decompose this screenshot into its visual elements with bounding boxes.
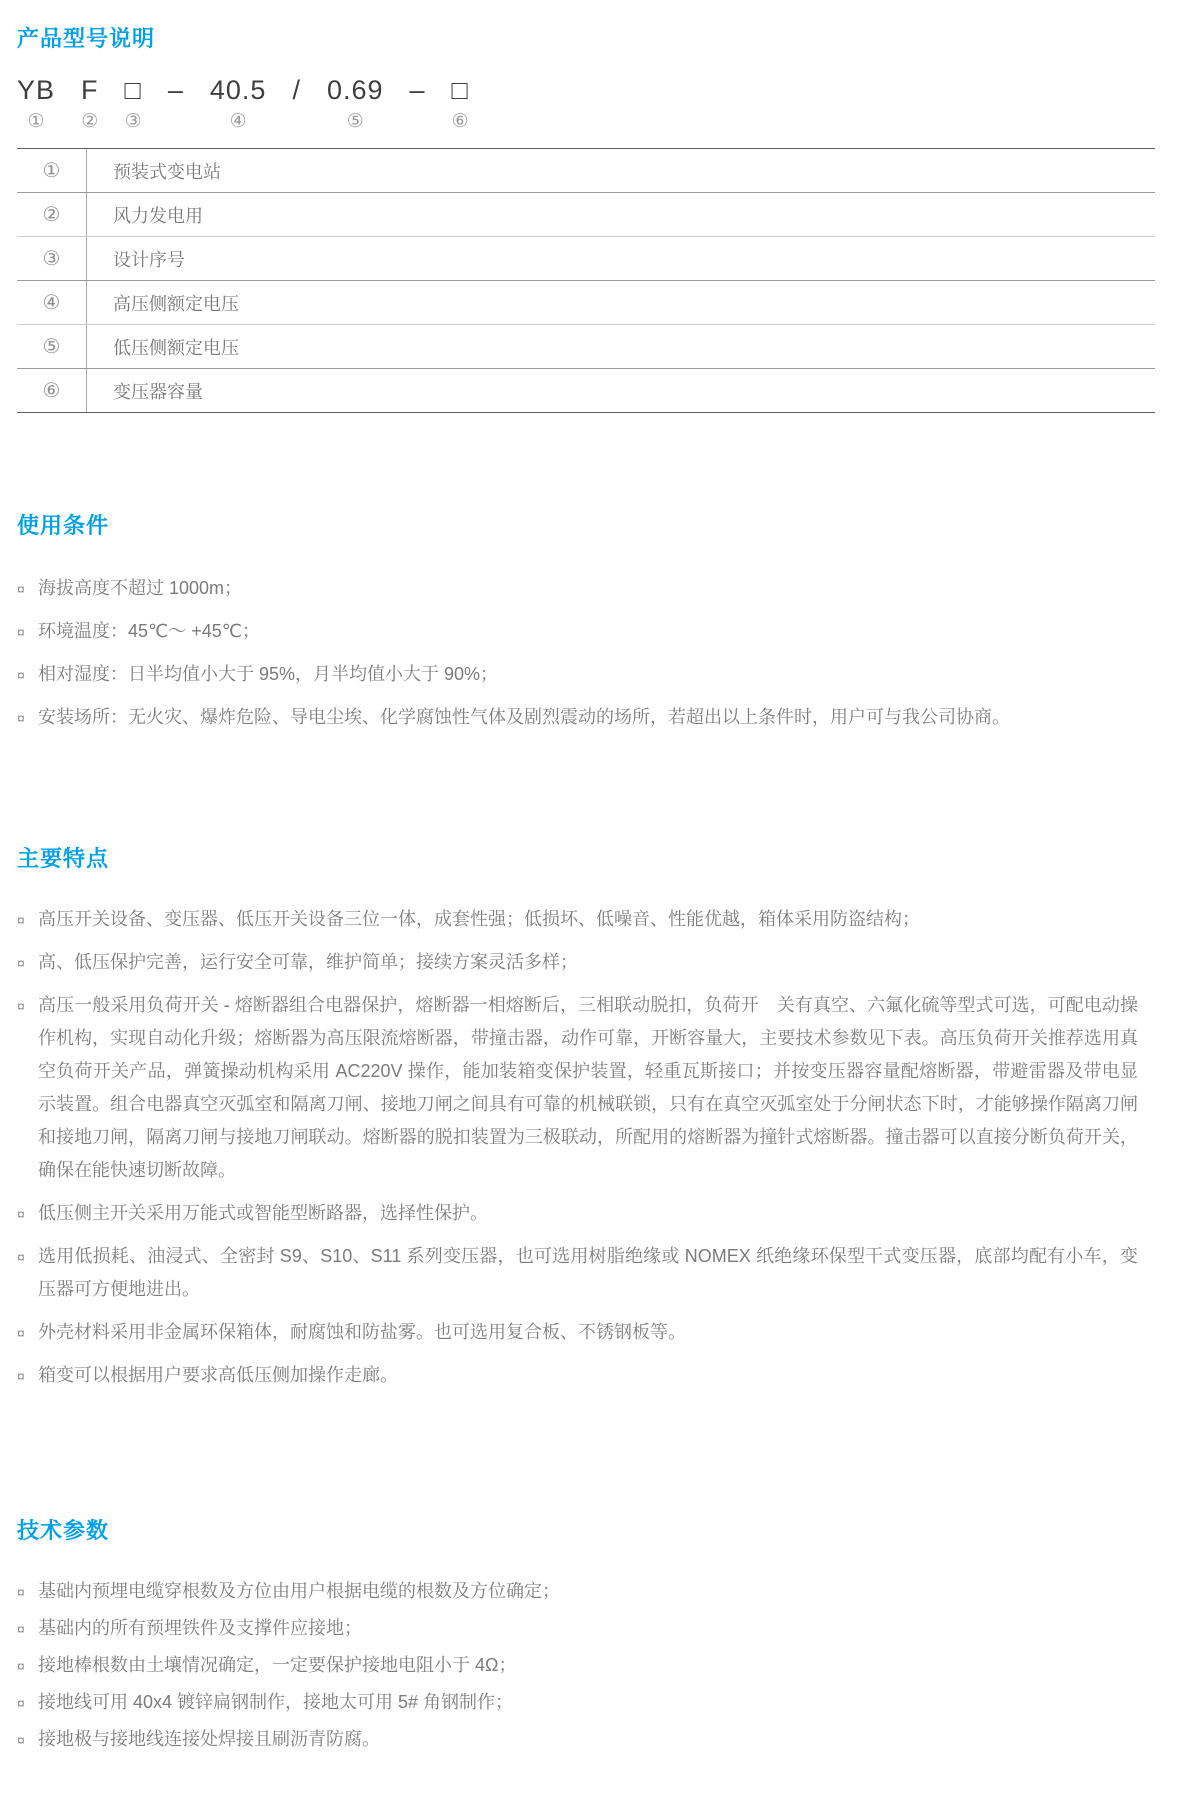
bullet-icon: ¤ xyxy=(17,1621,25,1637)
list-item xyxy=(17,1240,1138,1306)
technical-parameters-list xyxy=(17,1579,1157,1751)
model-part-text: □ xyxy=(124,75,142,105)
list-item-text: 箱变可以根据用户要求高低压侧加操作走廊。 xyxy=(38,1365,398,1385)
list-item-text: 接地棒根数由土壤情况确定，一定要保护接地电阻小于 4Ω； xyxy=(38,1655,517,1675)
usage-conditions-list xyxy=(17,576,1157,730)
table-row xyxy=(17,149,1155,192)
list-item-text: 接地线可用 40x4 镀锌扁钢制作，接地太可用 5# 角钢制作； xyxy=(38,1692,514,1712)
list-item xyxy=(17,662,1138,687)
list-item xyxy=(17,705,1138,730)
model-part-text: – xyxy=(167,75,184,105)
bullet-icon: ¤ xyxy=(17,1249,25,1265)
table-row xyxy=(17,280,1155,324)
list-item-text: 接地极与接地线连接处焊接且刷沥青防腐。 xyxy=(38,1729,380,1749)
section-title-main-features: 主要特点 xyxy=(17,846,110,871)
model-part xyxy=(410,75,426,132)
model-part-text: 40.5 xyxy=(209,75,267,105)
list-item-text: 安装场所：无火灾、爆炸危险、导电尘埃、化学腐蚀性气体及剧烈震动的场所，若超出以上条件时，用户可与我公司协商。 xyxy=(38,707,1010,727)
section-title-technical-parameters: 技术参数 xyxy=(17,1518,110,1543)
model-part xyxy=(292,75,301,132)
list-item xyxy=(17,1316,1138,1349)
list-item-text: 基础内预埋电缆穿根数及方位由用户根据电缆的根数及方位确定； xyxy=(38,1581,560,1601)
bullet-icon: ¤ xyxy=(17,1695,25,1711)
model-part xyxy=(210,75,267,132)
main-features-list xyxy=(17,903,1157,1392)
list-item xyxy=(17,619,1138,644)
table-cell-description: 变压器容量 xyxy=(113,381,203,402)
table-cell-number: ⑤ xyxy=(17,325,87,368)
list-item-text: 海拔高度不超过 1000m； xyxy=(38,578,243,598)
model-part-number: ⑥ xyxy=(451,111,469,132)
table-cell-description: 预装式变电站 xyxy=(113,161,221,182)
bullet-icon: ¤ xyxy=(17,955,25,971)
model-part xyxy=(327,75,384,132)
section-title-usage-conditions: 使用条件 xyxy=(17,513,110,538)
bullet-icon: ¤ xyxy=(17,624,25,640)
table-row xyxy=(17,368,1155,412)
model-part-text: / xyxy=(292,75,301,105)
list-item xyxy=(17,946,1138,979)
list-item xyxy=(17,1197,1138,1230)
table-row xyxy=(17,324,1155,368)
bullet-icon: ¤ xyxy=(17,912,25,928)
model-part-text: YB xyxy=(17,75,56,105)
table-row xyxy=(17,192,1155,236)
list-item-text: 高压一般采用负荷开关 - 熔断器组合电器保护，熔断器一相熔断后，三相联动脱扣，负荷开 关有真空、六氟化硫等型式可选，可配电动操作机构，实现自动化升级；熔断器为高压限流熔断器，带撞击器，动作可靠，开断容量大，主要技术参数见下表。高压负荷开关推荐选用真空负荷开关产品，弹簧操动机构采用 AC220V 操作，能加装箱变保护装置，轻重瓦斯接口；并按变压器容量配熔断器，带避雷器及带电显示装置。组合电器真空灭弧室和隔离刀闸、接地刀闸之间具有可靠的机械联锁，只有在真空灭弧室处于分闸状态下时，才能够操作隔离刀闸和接地刀闸，隔离刀闸与接地刀闸联动。熔断器的脱扣装置为三极联动，所配用的熔断器为撞针式熔断器。撞击器可以直接分断负荷开关，确保在能快速切断故障。 xyxy=(38,995,1138,1180)
bullet-icon: ¤ xyxy=(17,1584,25,1600)
list-item-text: 选用低损耗、油浸式、全密封 S9、S10、S11 系列变压器，也可选用树脂绝缘或 NOMEX 纸绝缘环保型干式变压器，底部均配有小车，变压器可方便地进出。 xyxy=(38,1246,1138,1299)
model-part xyxy=(81,75,99,132)
model-part-number: ① xyxy=(27,111,45,132)
bullet-icon: ¤ xyxy=(17,1325,25,1341)
section-title-product-model: 产品型号说明 xyxy=(17,26,156,51)
table-cell-description: 低压侧额定电压 xyxy=(113,337,239,358)
table-row xyxy=(17,236,1155,280)
model-part-number: ⑤ xyxy=(346,111,364,132)
table-cell-number: ① xyxy=(17,149,87,192)
model-part-number: ④ xyxy=(229,111,247,132)
list-item-text: 高压开关设备、变压器、低压开关设备三位一体，成套性强；低损坏、低噪音、性能优越，箱体采用防盗结构； xyxy=(38,909,920,929)
table-cell-description: 高压侧额定电压 xyxy=(113,293,239,314)
model-part xyxy=(17,75,55,132)
model-part-text: – xyxy=(409,75,426,105)
table-cell-number: ④ xyxy=(17,281,87,324)
table-cell-description: 风力发电用 xyxy=(113,205,203,226)
list-item xyxy=(17,1579,1138,1603)
table-cell-number: ⑥ xyxy=(17,369,87,412)
list-item xyxy=(17,1616,1138,1640)
list-item xyxy=(17,576,1138,601)
model-part xyxy=(125,75,142,132)
bullet-icon: ¤ xyxy=(17,1658,25,1674)
model-legend-table xyxy=(17,148,1155,413)
bullet-icon: ¤ xyxy=(17,710,25,726)
list-item xyxy=(17,1727,1138,1751)
bullet-icon: ¤ xyxy=(17,998,25,1014)
list-item xyxy=(17,903,1138,936)
model-designation-block xyxy=(17,75,1157,132)
model-part-number: ② xyxy=(81,111,99,132)
list-item-text: 外壳材料采用非金属环保箱体，耐腐蚀和防盐雾。也可选用复合板、不锈钢板等。 xyxy=(38,1322,686,1342)
list-item-text: 基础内的所有预埋铁件及支撑件应接地； xyxy=(38,1618,362,1638)
list-item xyxy=(17,989,1138,1187)
table-cell-number: ③ xyxy=(17,237,87,280)
list-item xyxy=(17,1359,1138,1392)
model-part xyxy=(452,75,469,132)
bullet-icon: ¤ xyxy=(17,667,25,683)
list-item xyxy=(17,1653,1138,1677)
model-part xyxy=(168,75,184,132)
bullet-icon: ¤ xyxy=(17,1732,25,1748)
bullet-icon: ¤ xyxy=(17,581,25,597)
list-item-text: 相对湿度：日半均值小大于 95%，月半均值小大于 90%； xyxy=(38,664,499,684)
list-item xyxy=(17,1690,1138,1714)
table-cell-description: 设计序号 xyxy=(113,249,185,270)
bullet-icon: ¤ xyxy=(17,1206,25,1222)
list-item-text: 环境温度：45℃～ +45℃； xyxy=(38,621,260,641)
list-item-text: 低压侧主开关采用万能式或智能型断路器，选择性保护。 xyxy=(38,1203,488,1223)
model-part-text: F xyxy=(81,75,99,105)
table-cell-number: ② xyxy=(17,193,87,236)
model-designation-row xyxy=(17,75,1157,132)
bullet-icon: ¤ xyxy=(17,1368,25,1384)
model-part-text: 0.69 xyxy=(326,75,384,105)
model-part-number: ③ xyxy=(124,111,142,132)
list-item-text: 高、低压保护完善，运行安全可靠，维护简单；接续方案灵活多样； xyxy=(38,952,578,972)
model-part-text: □ xyxy=(451,75,469,105)
